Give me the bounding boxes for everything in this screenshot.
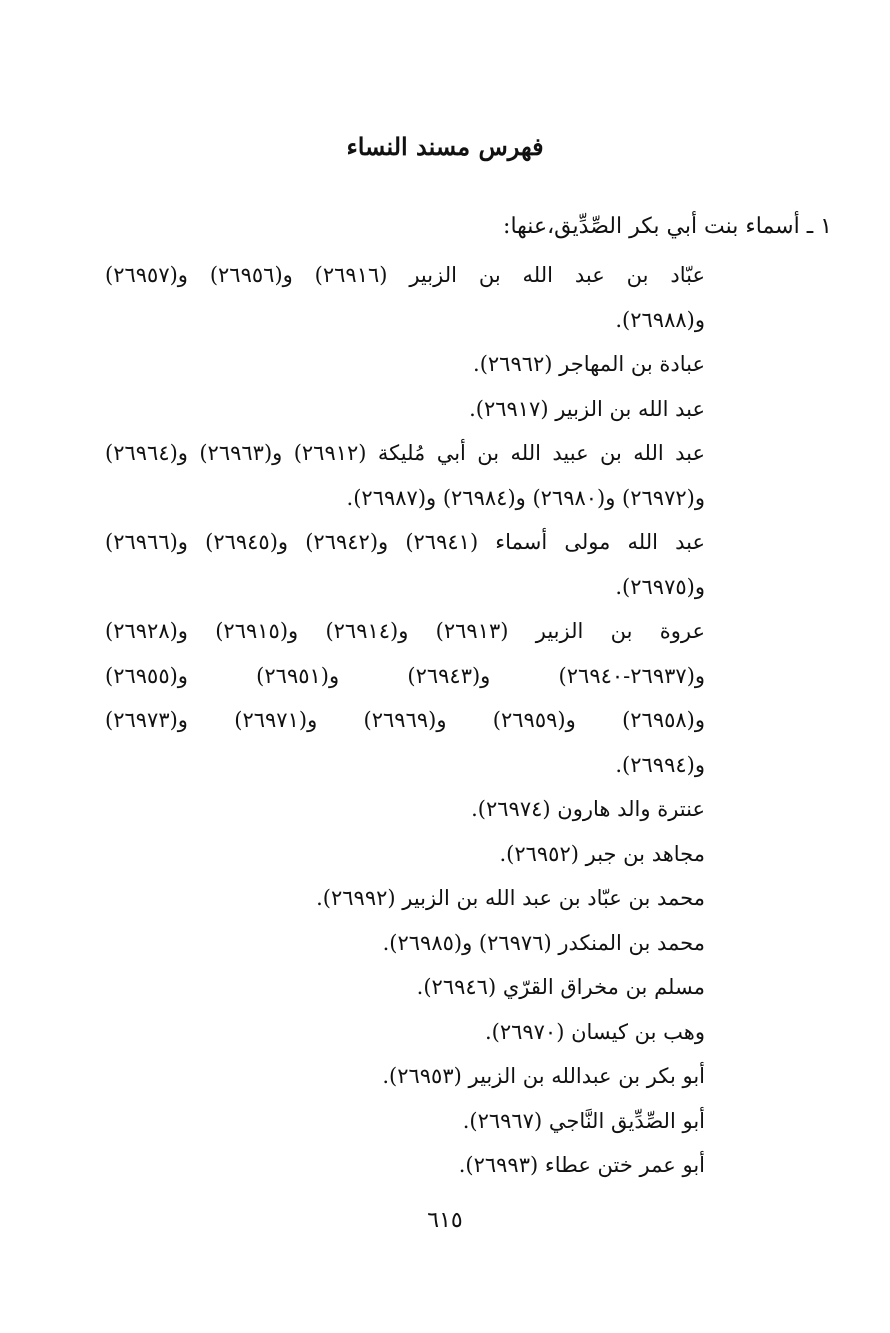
index-entry-line: وهب بن كيسان (٢٦٩٧٠). bbox=[484, 1019, 705, 1044]
index-entry-line: عبّاد بن عبد الله بن الزبير (٢٦٩١٦) و(٢٦٩٥٦) و(٢٦٩٥٧) bbox=[105, 263, 705, 287]
index-entry-line: و(٢٦٩٧٥). bbox=[615, 574, 705, 599]
index-entry-line: أبو عمر ختن عطاء (٢٦٩٩٣). bbox=[458, 1153, 705, 1177]
narrator-index-list bbox=[105, 253, 705, 1188]
index-entry-line: عبد الله مولى أسماء (٢٦٩٤١) و(٢٦٩٤٢) و(٢٦٩٤٥) و(٢٦٩٦٦) bbox=[105, 530, 705, 554]
index-entry-line: و(٢٦٩٥٨) و(٢٦٩٥٩) و(٢٦٩٦٩) و(٢٦٩٧١) و(٢٦٩٧٣) bbox=[105, 708, 705, 732]
index-entry-line: محمد بن المنكدر (٢٦٩٧٦) و(٢٦٩٨٥). bbox=[382, 930, 705, 955]
section-heading bbox=[503, 214, 832, 239]
index-entry-line: محمد بن عبّاد بن عبد الله بن الزبير (٢٦٩٩٢). bbox=[316, 886, 705, 910]
page-number: ٦١٥ bbox=[427, 1208, 463, 1233]
index-entry-line: عبد الله بن الزبير (٢٦٩١٧). bbox=[469, 396, 705, 421]
index-entry-line: و(٢٦٩٧٢) و(٢٦٩٨٠) و(٢٦٩٨٤) و(٢٦٩٨٧). bbox=[346, 485, 705, 510]
index-entry-line: أبو بكر بن عبدالله بن الزبير (٢٦٩٥٣). bbox=[382, 1064, 705, 1088]
index-entry-line: عبد الله بن عبيد الله بن أبي مُليكة (٢٦٩١٢) و(٢٦٩٦٣) و(٢٦٩٦٤) bbox=[105, 441, 705, 465]
index-entry-line: أبو الصِّدِّيق النَّاجي (٢٦٩٦٧). bbox=[462, 1108, 705, 1133]
index-entry-line: و(٢٦٩٨٨). bbox=[615, 307, 705, 332]
index-entry-line: مجاهد بن جبر (٢٦٩٥٢). bbox=[499, 841, 705, 866]
index-entry-line: و(٢٦٩٣٧-٢٦٩٤٠) و(٢٦٩٤٣) و(٢٦٩٥١) و(٢٦٩٥٥) bbox=[105, 663, 705, 688]
index-entry-line: عبادة بن المهاجر (٢٦٩٦٢). bbox=[473, 352, 705, 376]
index-entry-line: مسلم بن مخراق القرّي (٢٦٩٤٦). bbox=[416, 975, 705, 999]
section-number: ١ ـ bbox=[806, 214, 832, 239]
index-entry-line: و(٢٦٩٩٤). bbox=[615, 752, 705, 777]
section-title: أسماء بنت أبي بكر الصِّدِّيق،عنها: bbox=[503, 214, 800, 239]
index-entry-line: عروة بن الزبير (٢٦٩١٣) و(٢٦٩١٤) و(٢٦٩١٥) و(٢٦٩٢٨) bbox=[105, 619, 705, 643]
index-entry-line: عنترة والد هارون (٢٦٩٧٤). bbox=[471, 797, 705, 821]
page-title: فهرس مسند النساء bbox=[346, 132, 544, 161]
